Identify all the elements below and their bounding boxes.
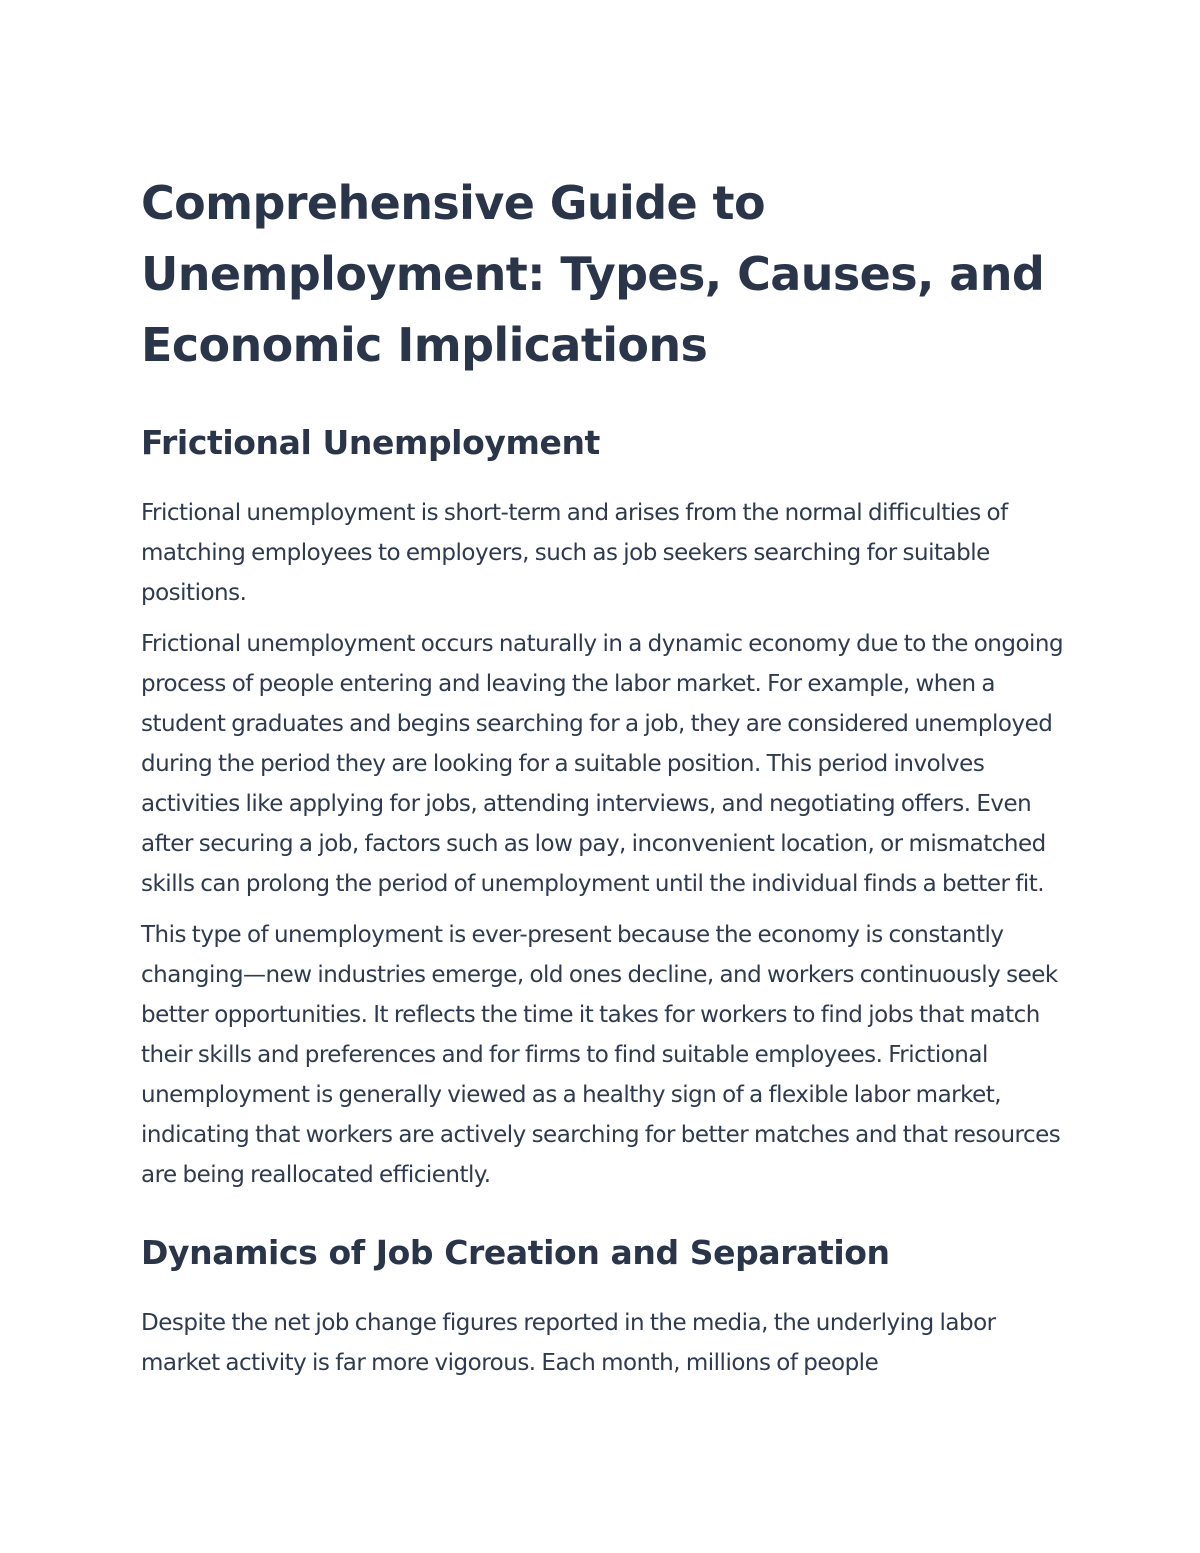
- section-frictional-unemployment: [141, 423, 1066, 1195]
- paragraph: This type of unemployment is ever-present because the economy is constantly changing—new industries emerge, old ones decline, and workers continuously seek better opportunities. It reflects the time it takes for workers to find jobs that match their skills and preferences and for firms to find suitable employees. Frictional unemployment is generally viewed as a healthy sign of a flexible labor market, indicating that workers are actively searching for better matches and that resources are being reallocated efficiently.: [141, 922, 1061, 1188]
- section-heading: Frictional Unemployment: [141, 423, 600, 462]
- section-job-creation-separation: [141, 1233, 1066, 1383]
- paragraph: Despite the net job change figures reported in the media, the underlying labor market activity is far more vigorous. Each month, millions of people: [141, 1310, 996, 1376]
- document-title: Comprehensive Guide to Unemployment: Types, Causes, and Economic Implications: [141, 176, 1045, 372]
- section-heading: Dynamics of Job Creation and Separation: [141, 1233, 890, 1272]
- document-page: [141, 168, 1066, 1383]
- paragraph: Frictional unemployment occurs naturally in a dynamic economy due to the ongoing process of people entering and leaving the labor market. For example, when a student graduates and begins searching for a job, they are considered unemployed during the period they are looking for a suitable position. This period involves activities like applying for jobs, attending interviews, and negotiating offers. Even after securing a job, factors such as low pay, inconvenient location, or mismatched skills can prolong the period of unemployment until the individual finds a better fit.: [141, 631, 1064, 897]
- paragraph: Frictional unemployment is short-term and arises from the normal difficulties of matching employees to employers, such as job seekers searching for suitable positions.: [141, 500, 1008, 606]
